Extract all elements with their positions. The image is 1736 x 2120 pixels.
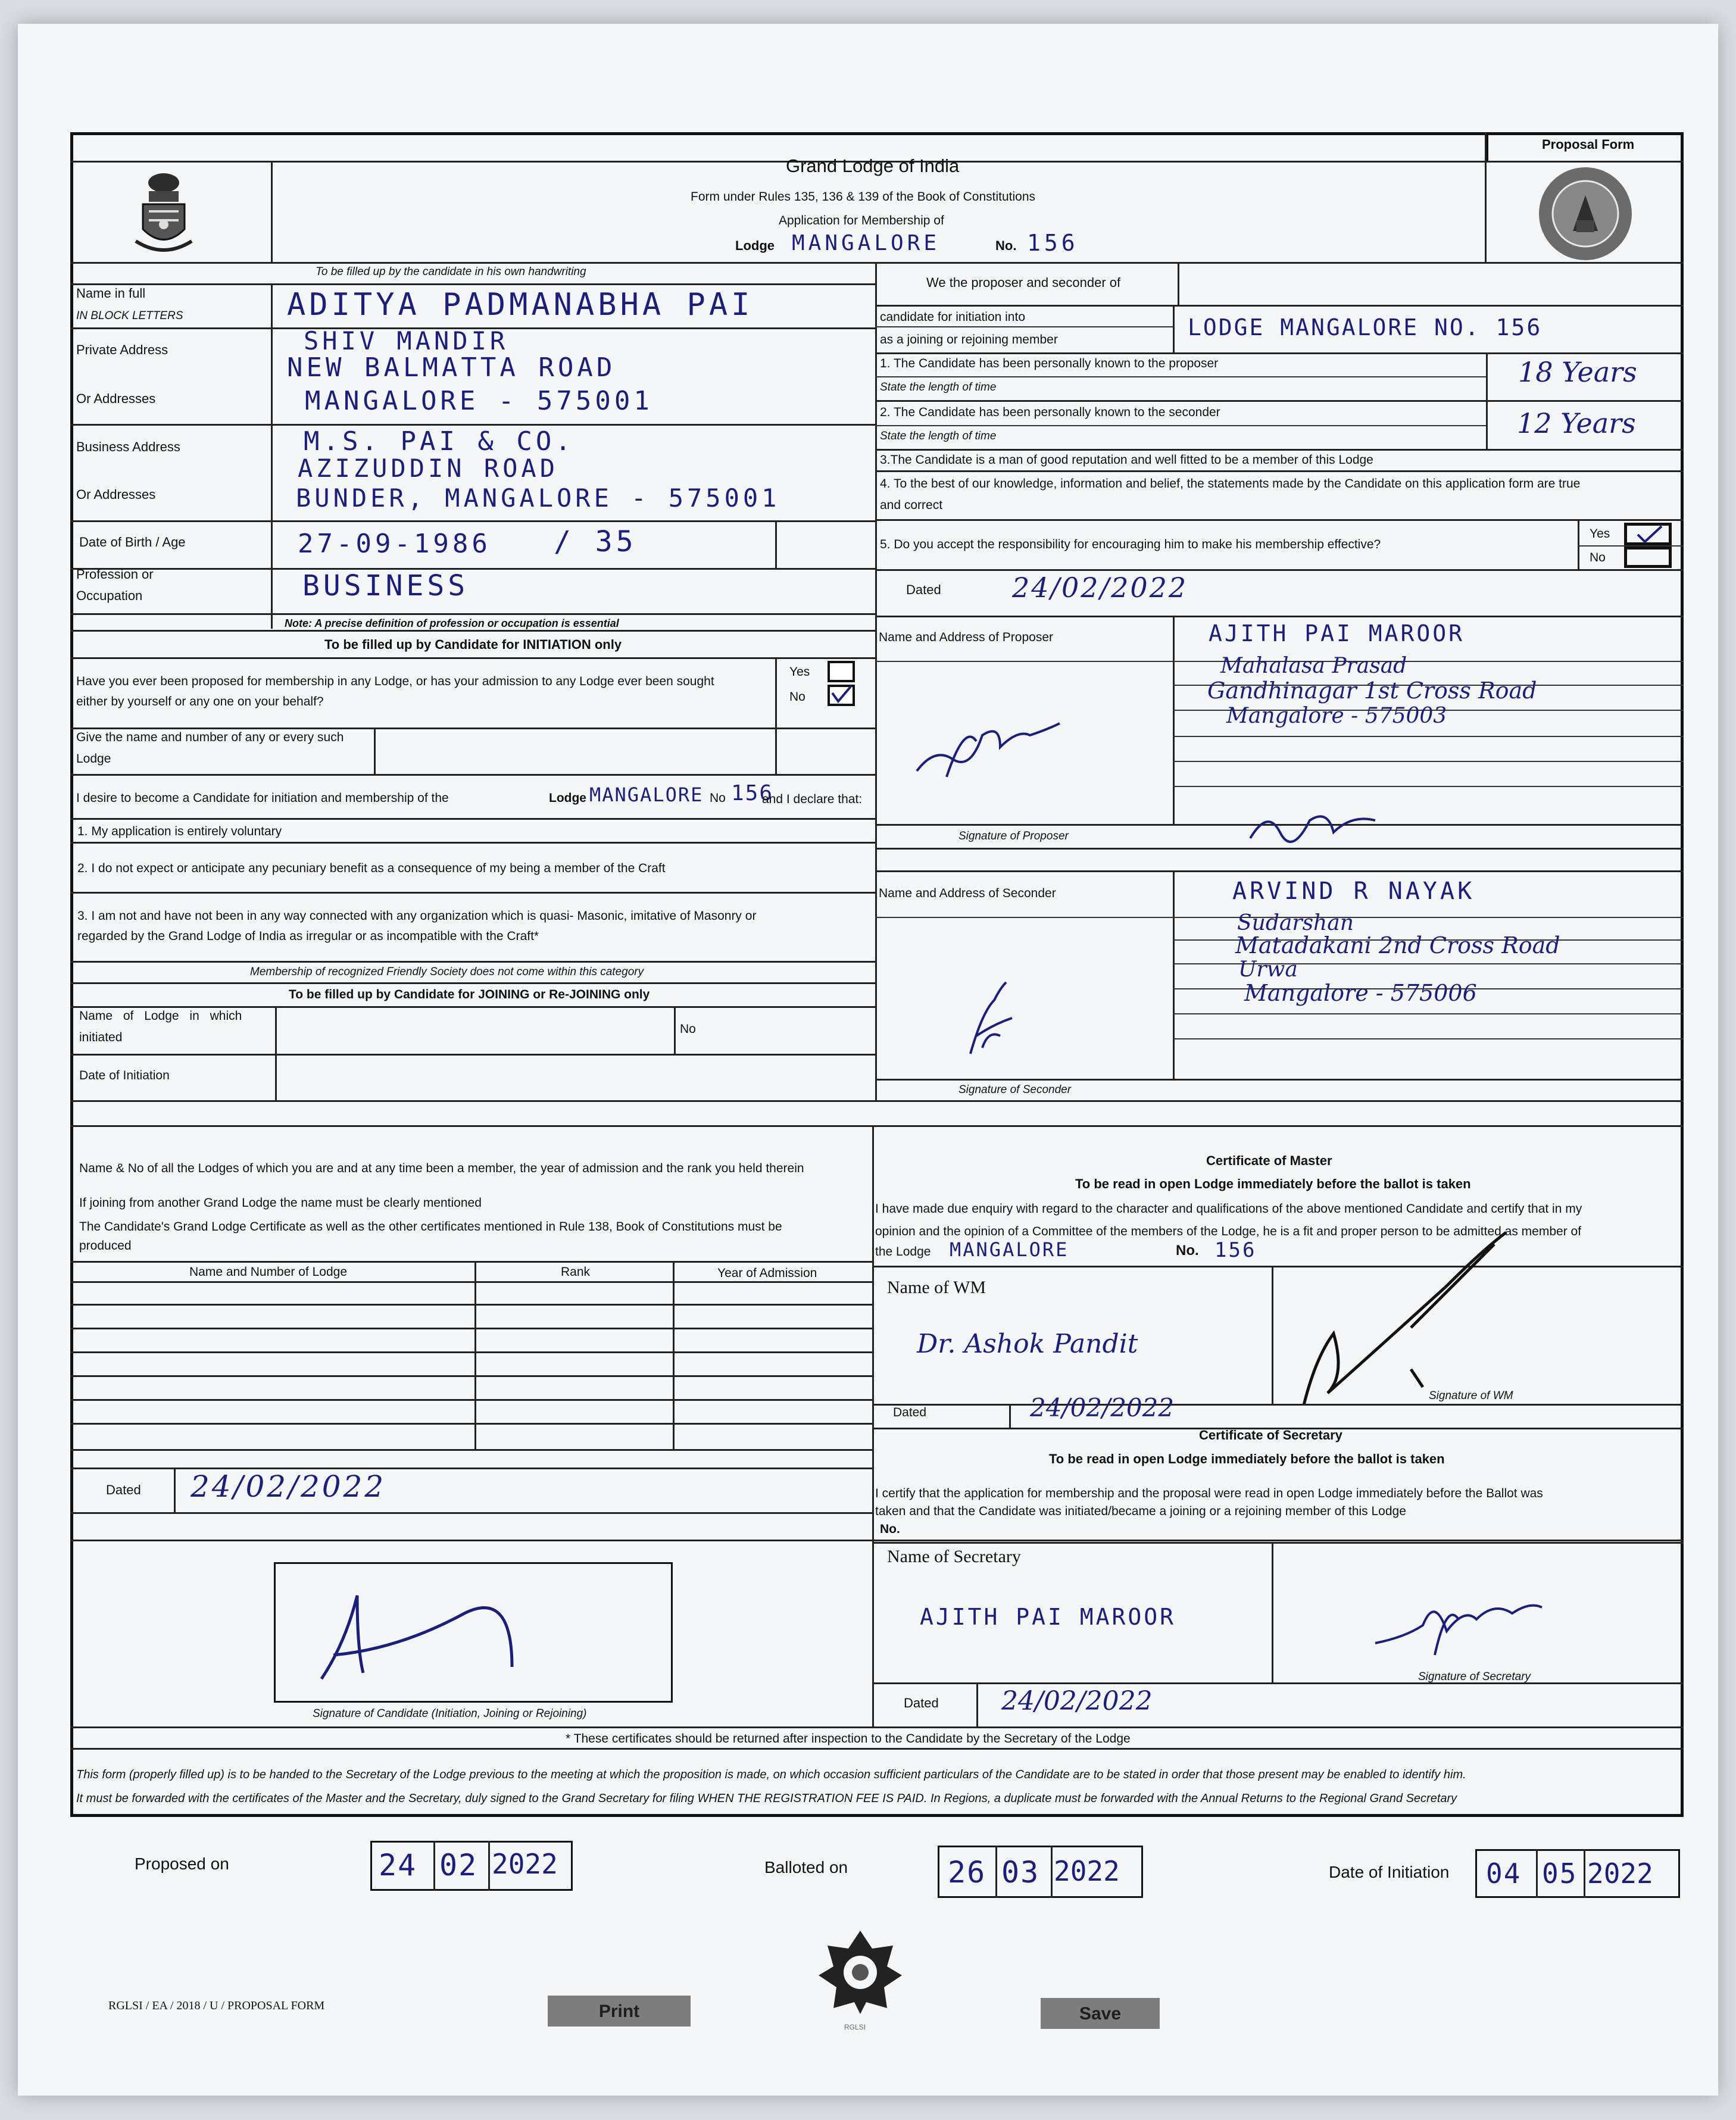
save-button[interactable]: Save (1041, 1998, 1160, 2029)
handwriting-note: To be filled up by the candidate in his own handwriting (316, 266, 586, 278)
seconder-address-3[interactable]: Urwa (1238, 957, 1298, 982)
wm-sig-label: Signature of WM (1429, 1390, 1513, 1402)
wm-value[interactable]: Dr. Ashok Pandit (917, 1329, 1138, 1359)
secretary-no-label: No. (880, 1522, 900, 1536)
lodge-initiated-label-1: Name of Lodge in which (79, 1009, 242, 1023)
master-text-2: opinion and the opinion of a Committee of the members of the Lodge, he is a fit and proper person to be admitted as member of (875, 1225, 1582, 1238)
application-text: Application for Membership of (779, 214, 944, 227)
secretary-signature-icon (1369, 1584, 1548, 1661)
instructions-1: This form (properly filled up) is to be handed to the Secretary of the Lodge previous to the meeting at which the proposition is made, on which occasion sufficient particulars of the Candidate are to be stated in order that those present may be enabled to identify him. (76, 1768, 1466, 1781)
org-title: Grand Lodge of India (786, 155, 960, 176)
secretary-dated-label: Dated (904, 1696, 939, 1710)
seconder-address-2[interactable]: Matadakani 2nd Cross Road (1235, 932, 1560, 958)
declaration-2: 2. I do not expect or anticipate any pecuniary benefit as a consequence of my being a member of the Craft (77, 861, 666, 875)
checkmark-icon (1634, 524, 1664, 544)
initiation-heading: To be filled up by Candidate for INITIATION only (324, 637, 622, 652)
seal-icon (1537, 166, 1634, 262)
master-cert-subtitle: To be read in open Lodge immediately before the ballot is taken (1075, 1176, 1471, 1191)
secretary-cert-title: Certificate of Secretary (1199, 1428, 1342, 1443)
master-lodge-value[interactable]: MANGALORE (950, 1238, 1069, 1261)
col-year: Year of Admission (717, 1266, 817, 1280)
proposer-sig-label: Signature of Proposer (958, 830, 1069, 842)
q-yes-label: Yes (789, 665, 810, 679)
business-address-label: Business Address (76, 439, 180, 454)
profession-label: Profession or (76, 567, 154, 582)
joining-note: If joining from another Grand Lodge the name must be clearly mentioned (79, 1196, 482, 1210)
certificate-note-1: The Candidate's Grand Lodge Certificate as well as the other certificates mentioned in Rule 138, Book of Constitutions must be (79, 1220, 782, 1234)
profession-value[interactable]: BUSINESS (302, 569, 469, 602)
responsibility-text: 5. Do you accept the responsibility for encouraging him to make his membership effective? (880, 538, 1381, 551)
known-seconder-label: 2. The Candidate has been personally known to the seconder (880, 405, 1220, 419)
rules-text: Form under Rules 135, 136 & 139 of the Book of Constitutions (691, 190, 1036, 204)
proposer-dated-value[interactable]: 24/02/2022 (1012, 572, 1188, 604)
seconder-years[interactable]: 12 Years (1517, 407, 1636, 439)
seconder-signature-icon (958, 976, 1024, 1060)
seconder-address-1[interactable]: Sudarshan (1237, 911, 1354, 935)
initiation-mm: 05 (1542, 1857, 1578, 1890)
proposed-mm: 02 (439, 1848, 478, 1882)
proposer-intro: We the proposer and seconder of (926, 275, 1121, 290)
lodge-value[interactable]: MANGALORE (792, 231, 941, 255)
secretary-sig-label: Signature of Secretary (1418, 1671, 1531, 1683)
proposer-length-label: State the length of time (880, 381, 997, 394)
joining-heading: To be filled up by Candidate for JOINING or Re-JOINING only (289, 988, 650, 1001)
candidate-for-initiation: candidate for initiation into (880, 310, 1025, 324)
proposer-label: Name and Address of Proposer (879, 630, 1053, 644)
seconder-length-label: State the length of time (880, 430, 997, 442)
secretary-value[interactable]: AJITH PAI MAROOR (920, 1604, 1176, 1630)
form-code: RGLSI / EA / 2018 / U / PROPOSAL FORM (108, 1999, 325, 2012)
lodges-history-intro: Name & No of all the Lodges of which you are and at any time been a member, the year of admission and the rank you held therein (79, 1162, 804, 1175)
business-or-label: Or Addresses (76, 487, 156, 502)
private-address-line1[interactable]: SHIV MANDIR (304, 326, 509, 355)
q-yes-checkbox[interactable] (828, 661, 855, 682)
proposer-years[interactable]: 18 Years (1518, 356, 1637, 388)
candidate-sig-label: Signature of Candidate (Initiation, Joining or Rejoining) (313, 1707, 587, 1720)
business-address-line2[interactable]: AZIZUDDIN ROAD (298, 454, 559, 483)
age-value[interactable]: / 35 (554, 525, 637, 558)
proposer-address-2[interactable]: Gandhinagar 1st Cross Road (1207, 677, 1537, 704)
balloted-dd: 26 (948, 1855, 986, 1890)
private-address-label: Private Address (76, 342, 168, 357)
proposed-dd: 24 (379, 1848, 417, 1882)
master-text-3: the Lodge (875, 1245, 931, 1259)
resp-no-label: No (1590, 551, 1606, 564)
proposer-signature-2-icon (1244, 803, 1381, 850)
candidate-dated-value[interactable]: 24/02/2022 (191, 1469, 386, 1504)
desire-suffix: and I declare that: (762, 792, 863, 806)
name-label: Name in full (76, 286, 146, 301)
master-cert-title: Certificate of Master (1206, 1153, 1332, 1168)
proposer-address-1[interactable]: Mahalasa Prasad (1220, 654, 1407, 678)
candidate-signature-icon (310, 1572, 524, 1691)
proposed-on-label: Proposed on (135, 1854, 229, 1873)
reputation-text: 3.The Candidate is a man of good reputation and well fitted to be a member of this Lodge (880, 453, 1373, 467)
secretary-text-2: taken and that the Candidate was initiated/became a joining or a rejoining member of this Lodge (875, 1504, 1406, 1518)
checkmark-icon (830, 683, 854, 705)
secretary-cert-subtitle: To be read in open Lodge immediately before the ballot is taken (1049, 1451, 1445, 1466)
private-address-line2[interactable]: NEW BALMATTA ROAD (287, 352, 616, 383)
question-line2: either by yourself or any one on your behalf? (76, 695, 324, 708)
resp-yes-label: Yes (1590, 527, 1610, 541)
profession-note: Note: A precise definition of profession or occupation is essential (285, 617, 619, 629)
initiation-yyyy: 2022 (1587, 1857, 1653, 1890)
proposed-yyyy: 2022 (492, 1848, 558, 1880)
lodge-initiated-label-2: initiated (79, 1031, 123, 1044)
col-rank: Rank (561, 1265, 591, 1279)
joining-as-label: as a joining or rejoining member (880, 333, 1058, 346)
name-value[interactable]: ADITYA PADMANABHA PAI (287, 287, 754, 323)
returned-note: * These certificates should be returned after inspection to the Candidate by the Secretary of the Lodge (566, 1732, 1131, 1746)
q-no-label: No (789, 690, 805, 704)
master-text-1: I have made due enquiry with regard to the character and qualifications of the above mentioned Candidate and certify that in my (875, 1202, 1582, 1216)
proposer-address-3[interactable]: Mangalore - 575003 (1226, 704, 1447, 728)
dob-label: Date of Birth / Age (79, 535, 186, 549)
secretary-text-1: I certify that the application for membership and the proposal were read in open Lodge immediately before the Ballot was (875, 1487, 1543, 1500)
joining-no-label: No (680, 1022, 696, 1036)
business-address-line1[interactable]: M.S. PAI & CO. (304, 426, 574, 457)
declaration-3a: 3. I am not and have not been in any way connected with any organization which is quasi- Masonic, imitative of Masonry or (77, 909, 757, 923)
secretary-label: Name of Secretary (887, 1547, 1021, 1566)
proposer-name[interactable]: AJITH PAI MAROOR (1209, 620, 1465, 647)
declaration-1: 1. My application is entirely voluntary (77, 825, 282, 838)
name-sub-label: IN BLOCK LETTERS (76, 310, 183, 322)
initiation-dd: 04 (1486, 1857, 1522, 1890)
knowledge-text-2: and correct (880, 498, 943, 512)
proposer-dated-label: Dated (906, 582, 941, 597)
certificate-note-2: produced (79, 1239, 132, 1253)
occupation-label: Occupation (76, 588, 143, 603)
seconder-name[interactable]: ARVIND R NAYAK (1232, 878, 1475, 905)
instructions-2: It must be forwarded with the certificates of the Master and the Secretary, duly signed to the Grand Secretary for filing WHEN THE REGISTRATION FEE IS PAID. In Regions, a duplicate must be forwarded with the Annual Returns to the Regional Grand Secretary (76, 1792, 1457, 1805)
seconder-address-4[interactable]: Mangalore - 575006 (1244, 980, 1477, 1006)
lodge-no-label: No. (995, 238, 1017, 253)
col-lodge-name: Name and Number of Lodge (189, 1265, 347, 1279)
master-dated-label: Dated (893, 1406, 927, 1419)
resp-no-checkbox[interactable] (1624, 547, 1672, 568)
known-proposer-label: 1. The Candidate has been personally known to the proposer (880, 357, 1219, 370)
desire-lodge-label: Lodge (549, 791, 586, 805)
master-no-label: No. (1176, 1242, 1199, 1259)
date-initiation-label: Date of Initiation (79, 1069, 170, 1082)
proposer-signature-icon (911, 711, 1066, 783)
emblem-icon (816, 1928, 905, 2017)
seconder-label: Name and Address of Seconder (879, 886, 1056, 900)
desire-no-label: No (710, 791, 726, 805)
declaration-3b: regarded by the Grand Lodge of India as irregular or as incompatible with the Craft* (77, 929, 539, 943)
master-no-value[interactable]: 156 (1214, 1238, 1257, 1262)
print-button[interactable]: Print (548, 1996, 691, 2027)
initiation-date-label: Date of Initiation (1329, 1863, 1450, 1881)
seconder-sig-label: Signature of Seconder (958, 1084, 1072, 1096)
master-dated-value[interactable]: 24/02/2022 (1030, 1393, 1175, 1422)
balloted-yyyy: 2022 (1054, 1855, 1120, 1887)
desire-no-value[interactable]: 156 (731, 781, 774, 805)
private-address-line3[interactable]: MANGALORE - 575001 (305, 386, 653, 416)
emblem-label: RGLSI (844, 2023, 866, 2031)
knowledge-text-1: 4. To the best of our knowledge, information and belief, the statements made by the Candidate on this application form are true (880, 477, 1581, 491)
lodge-no-value[interactable]: 156 (1027, 230, 1079, 256)
candidate-dated-label: Dated (106, 1482, 141, 1497)
proposer-lodge-value[interactable]: LODGE MANGALORE NO. 156 (1188, 314, 1543, 341)
balloted-mm: 03 (1001, 1855, 1040, 1890)
desire-lodge-value[interactable]: MANGALORE (589, 783, 704, 806)
secretary-dated-value[interactable]: 24/02/2022 (1001, 1686, 1153, 1716)
friendly-society-note: Membership of recognized Friendly Society does not come within this category (250, 966, 644, 978)
proposal-form-label: Proposal Form (1542, 137, 1635, 152)
desire-prefix: I desire to become a Candidate for initiation and membership of the (76, 791, 449, 805)
lodge-label: Lodge (735, 238, 775, 253)
question-line1: Have you ever been proposed for membership in any Lodge, or has your admission to any Lodge ever been sought (76, 675, 714, 688)
business-address-line3[interactable]: BUNDER, MANGALORE - 575001 (296, 483, 780, 513)
dob-value[interactable]: 27-09-1986 (298, 529, 491, 559)
give-name-line2: Lodge (76, 752, 111, 766)
wm-label: Name of WM (887, 1278, 986, 1297)
crest-icon (131, 170, 196, 259)
give-name-line1: Give the name and number of any or every such (76, 730, 344, 744)
or-addresses-label: Or Addresses (76, 391, 156, 406)
balloted-on-label: Balloted on (764, 1858, 848, 1877)
